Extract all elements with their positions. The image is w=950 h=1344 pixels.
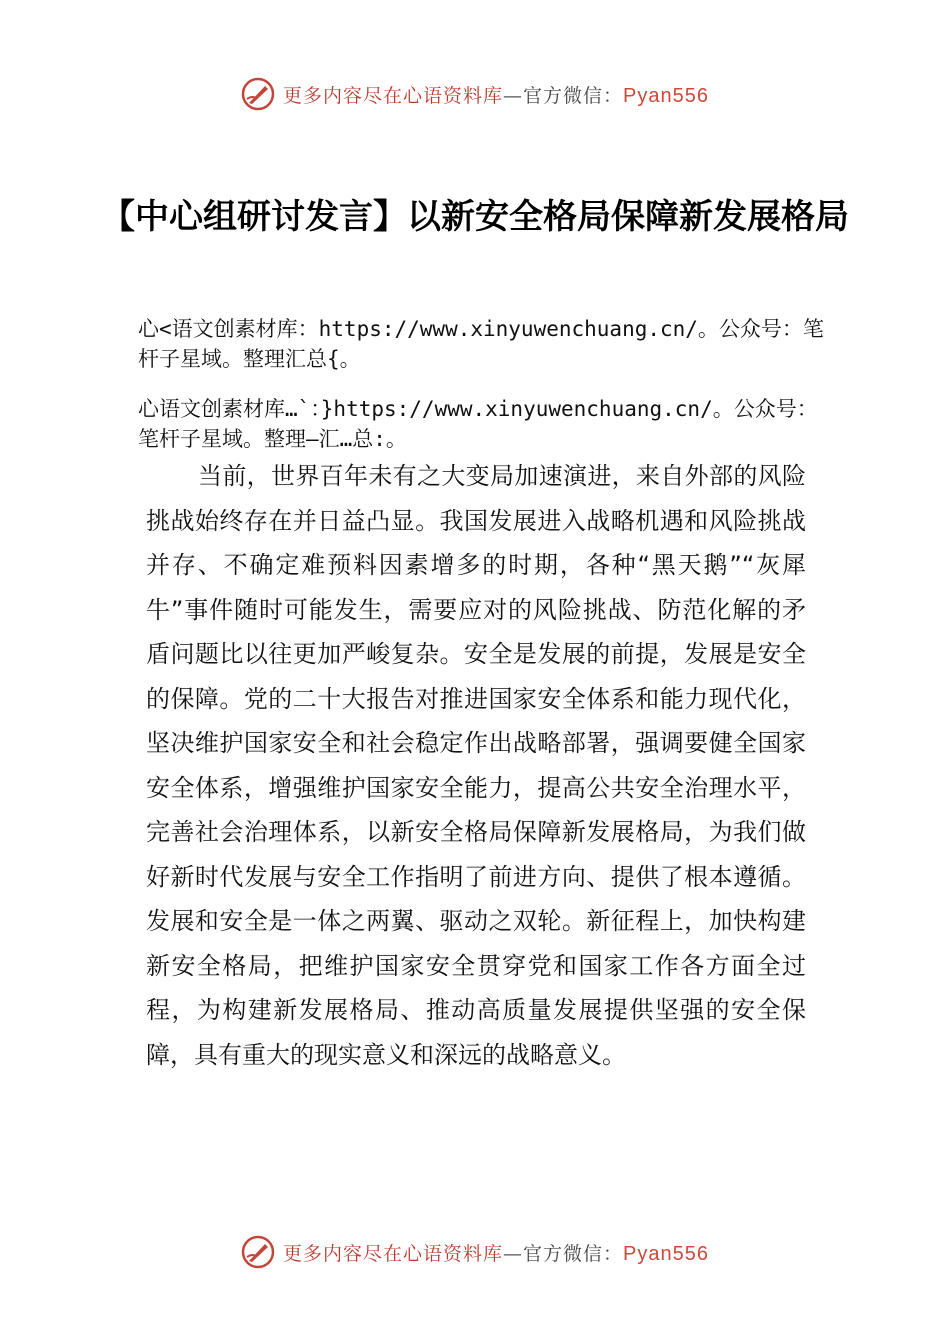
source-line-2: 心语文创素材库…`：}https://www.xinyuwenchuang.cn/。公众号：笔杆子星域。整理—汇…总:。 <box>138 397 818 451</box>
document-title: 【中心组研讨发言】以新安全格局保障新发展格局 <box>101 196 849 237</box>
footer-banner <box>0 1230 950 1274</box>
header-wechat-label: 官方微信： <box>523 84 624 107</box>
feather-pen-logo-icon <box>241 77 275 111</box>
header-separator: — <box>503 84 524 107</box>
body-paragraph: 当前，世界百年未有之大变局加速演进，来自外部的风险挑战始终存在并日益凸显。我国发展进入战略机遇和风险挑战并存、不确定难预料因素增多的时期，各种“黑天鹅”“灰犀牛”事件随时可能发生，需要应对的风险挑战、防范化解的矛盾问题比以往更加严峻复杂。安全是发展的前提，发展是安全的保障。党的二十大报告对推进国家安全体系和能力现代化，坚决维护国家安全和社会稳定作出战略部署，强调要健全国家安全体系，增强维护国家安全能力，提高公共安全治理水平，完善社会治理体系，以新安全格局保障新发展格局，为我们做好新时代发展与安全工作指明了前进方向、提供了根本遵循。发展和安全是一体之两翼、驱动之双轮。新征程上，加快构建新安全格局，把维护国家安全贯穿党和国家工作各方面全过程，为构建新发展格局、推动高质量发展提供坚强的安全保障，具有重大的现实意义和深远的战略意义。 <box>146 462 806 1069</box>
footer-wechat-label: 官方微信： <box>523 1242 624 1265</box>
header-banner <box>0 72 950 116</box>
header-promo-text: 更多内容尽在心语资料库 <box>283 84 504 107</box>
header-wechat-id: Pyan556 <box>623 84 709 107</box>
feather-pen-logo-icon <box>241 1235 275 1269</box>
header-banner-text <box>283 81 709 108</box>
footer-promo-text: 更多内容尽在心语资料库 <box>283 1242 504 1265</box>
footer-wechat-id: Pyan556 <box>623 1242 709 1265</box>
source-line-1: 心<语文创素材库：https://www.xinyuwenchuang.cn/。公众号：笔杆子星域。整理汇总{。 <box>138 317 824 371</box>
footer-separator: — <box>503 1242 524 1265</box>
footer-banner-text <box>283 1239 709 1266</box>
